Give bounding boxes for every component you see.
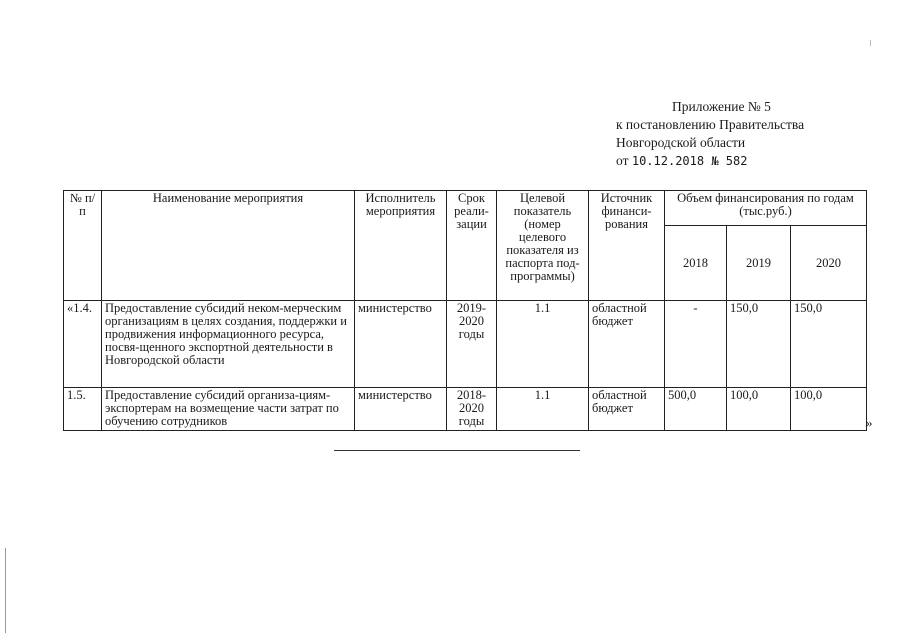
date-prefix: от <box>616 153 629 168</box>
row-num: «1.4. <box>64 301 102 388</box>
order-number: 10.12.2018 № 582 <box>631 154 748 168</box>
year-2018-header: 2018 <box>665 226 727 301</box>
col-executor-header: Исполнитель мероприятия <box>355 191 447 301</box>
scan-margin-mark <box>5 548 6 633</box>
appendix-date-line <box>616 152 876 170</box>
row-indicator: 1.1 <box>497 301 589 388</box>
row-term: 2019-2020 годы <box>447 301 497 388</box>
col-term-header: Срок реали-зации <box>447 191 497 301</box>
year-2020-header: 2020 <box>791 226 867 301</box>
closing-quote: » <box>866 415 873 430</box>
year-2019-header: 2019 <box>727 226 791 301</box>
table-row <box>64 301 867 388</box>
appendix-ref-line: к постановлению Правительства <box>616 117 805 132</box>
row-y2019: 100,0 <box>727 388 791 431</box>
row-executor: министерство <box>355 301 447 388</box>
scan-dot-mark <box>870 40 871 46</box>
measures-table <box>63 190 867 431</box>
separator-line <box>334 450 580 451</box>
col-funding-header: Объем финансирования по годам (тыс.руб.) <box>665 191 867 226</box>
row-term: 2018-2020 годы <box>447 388 497 431</box>
table-row <box>64 388 867 431</box>
appendix-title: Приложение № 5 <box>672 99 771 114</box>
row-name: Предоставление субсидий неком-мерческим организациям в целях создания, поддержки и продвижения информационного ресурса, посвя-щенного экспортной деятельности в Новгородской области <box>102 301 355 388</box>
row-name: Предоставление субсидий организа-циям-экспортерам на возмещение части затрат по обучению сотрудников <box>102 388 355 431</box>
document-header <box>616 98 876 170</box>
col-num-header: № п/п <box>64 191 102 301</box>
row-y2018: - <box>665 301 727 388</box>
row-y2020: 100,0 <box>791 388 867 431</box>
appendix-region-line: Новгородской области <box>616 135 746 150</box>
col-indicator-header: Целевой показатель (номер целевого показателя из паспорта под-программы) <box>497 191 589 301</box>
row-source: областной бюджет <box>589 388 665 431</box>
row-y2019: 150,0 <box>727 301 791 388</box>
col-name-header: Наименование мероприятия <box>102 191 355 301</box>
row-executor: министерство <box>355 388 447 431</box>
header-row <box>64 191 867 226</box>
row-y2018: 500,0 <box>665 388 727 431</box>
row-source: областной бюджет <box>589 301 665 388</box>
row-indicator: 1.1 <box>497 388 589 431</box>
col-source-header: Источник финанси-рования <box>589 191 665 301</box>
row-y2020: 150,0 <box>791 301 867 388</box>
row-num: 1.5. <box>64 388 102 431</box>
